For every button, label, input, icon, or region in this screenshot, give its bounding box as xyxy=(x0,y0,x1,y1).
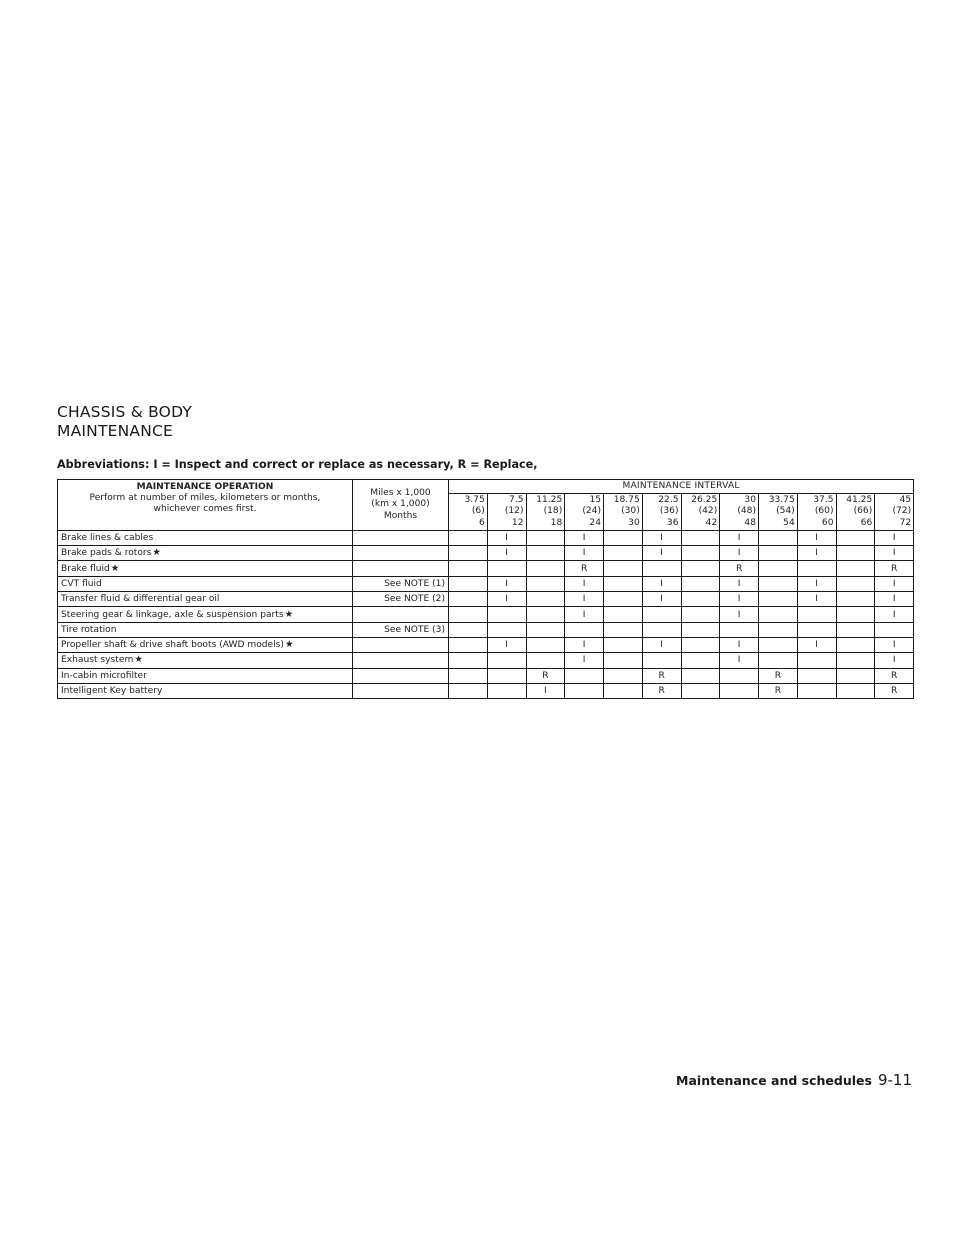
interval-miles: 3.75 xyxy=(464,495,485,505)
interval-months: 24 xyxy=(589,517,601,528)
interval-cell: R xyxy=(720,561,759,576)
interval-cell xyxy=(526,622,565,637)
interval-cell: I xyxy=(720,637,759,652)
interval-cell xyxy=(836,683,875,698)
operation-header xyxy=(58,480,353,531)
interval-cell xyxy=(681,546,720,561)
interval-cell xyxy=(526,653,565,668)
interval-header-6 xyxy=(642,494,681,531)
section-title xyxy=(57,403,192,441)
interval-miles: 26.25 xyxy=(691,495,718,505)
interval-cell xyxy=(836,530,875,545)
row-item-label: Propeller shaft & drive shaft boots (AWD models) xyxy=(61,640,284,651)
interval-cell: I xyxy=(642,592,681,607)
interval-cell xyxy=(836,668,875,683)
interval-cell xyxy=(797,668,836,683)
interval-cell xyxy=(487,668,526,683)
interval-cell xyxy=(836,653,875,668)
interval-km: (48) xyxy=(737,506,756,517)
interval-months: 60 xyxy=(821,517,834,528)
interval-cell xyxy=(759,653,798,668)
header-row-1 xyxy=(58,480,914,494)
row-note xyxy=(353,683,449,698)
interval-cell xyxy=(526,530,565,545)
interval-cell xyxy=(604,653,643,668)
interval-cell xyxy=(449,592,488,607)
interval-cell xyxy=(836,637,875,652)
interval-months: 36 xyxy=(666,517,679,528)
star-icon: ★ xyxy=(152,547,161,559)
row-note xyxy=(353,668,449,683)
interval-cell xyxy=(797,622,836,637)
interval-months: 12 xyxy=(511,517,524,528)
interval-cell xyxy=(720,622,759,637)
interval-km: (54) xyxy=(776,506,795,517)
interval-cell xyxy=(681,576,720,591)
interval-cell: I xyxy=(565,576,604,591)
interval-miles: 45 xyxy=(899,495,912,505)
row-item xyxy=(58,576,353,591)
interval-cell xyxy=(526,576,565,591)
interval-cell xyxy=(681,607,720,622)
table-body xyxy=(58,530,914,698)
row-item-label: Brake lines & cables xyxy=(61,533,154,544)
interval-cell xyxy=(836,546,875,561)
row-item-label: Intelligent Key battery xyxy=(61,686,163,696)
page-footer xyxy=(676,1070,912,1089)
interval-miles: 11.25 xyxy=(536,495,563,505)
interval-cell xyxy=(797,683,836,698)
operation-header-desc-line1: Perform at number of miles, kilometers or months, xyxy=(89,493,321,503)
interval-cell: I xyxy=(565,637,604,652)
row-note: See NOTE (2) xyxy=(353,592,449,607)
row-item-label: Exhaust system xyxy=(61,655,134,666)
interval-cell xyxy=(681,668,720,683)
row-item xyxy=(58,683,353,698)
interval-cell xyxy=(759,576,798,591)
table-row xyxy=(58,530,914,545)
interval-cell xyxy=(487,622,526,637)
maintenance-schedule-table xyxy=(57,479,914,699)
interval-cell xyxy=(681,530,720,545)
section-title-line2: MAINTENANCE xyxy=(57,422,174,440)
interval-cell xyxy=(836,576,875,591)
interval-km: (66) xyxy=(853,506,873,517)
interval-km: (24) xyxy=(582,506,601,517)
star-icon: ★ xyxy=(134,654,143,666)
interval-cell xyxy=(875,622,914,637)
interval-header-10 xyxy=(797,494,836,531)
interval-cell: I xyxy=(487,592,526,607)
interval-cell xyxy=(759,561,798,576)
interval-header-11 xyxy=(836,494,875,531)
interval-cell: R xyxy=(875,561,914,576)
row-note xyxy=(353,530,449,545)
table-header xyxy=(58,480,914,531)
table-row xyxy=(58,592,914,607)
interval-km: (42) xyxy=(698,506,718,517)
interval-cell xyxy=(449,530,488,545)
interval-cell: I xyxy=(720,576,759,591)
row-item-label: In-cabin microfilter xyxy=(61,670,147,681)
row-note xyxy=(353,607,449,622)
interval-cell xyxy=(720,668,759,683)
interval-cell: I xyxy=(797,637,836,652)
interval-cell xyxy=(604,637,643,652)
interval-cell: I xyxy=(797,546,836,561)
interval-cell xyxy=(681,622,720,637)
table-row xyxy=(58,546,914,561)
interval-header-5 xyxy=(604,494,643,531)
interval-cell xyxy=(604,576,643,591)
interval-cell xyxy=(720,683,759,698)
interval-months: 66 xyxy=(860,517,873,528)
interval-cell: I xyxy=(487,546,526,561)
interval-cell xyxy=(681,653,720,668)
interval-cell xyxy=(565,622,604,637)
interval-cell xyxy=(681,637,720,652)
interval-months: 54 xyxy=(783,517,795,528)
interval-cell xyxy=(604,592,643,607)
interval-km: (30) xyxy=(621,506,640,517)
interval-cell: I xyxy=(565,592,604,607)
interval-months: 42 xyxy=(705,517,718,528)
interval-km: (6) xyxy=(471,506,485,517)
interval-header-3 xyxy=(526,494,565,531)
interval-cell: I xyxy=(642,637,681,652)
interval-cell xyxy=(604,607,643,622)
interval-km: (18) xyxy=(543,506,563,517)
interval-cell xyxy=(449,576,488,591)
row-item xyxy=(58,653,353,668)
row-item-label: Transfer fluid & differential gear oil xyxy=(61,594,220,605)
interval-cell: I xyxy=(875,607,914,622)
table-row xyxy=(58,561,914,576)
row-item xyxy=(58,546,353,561)
interval-cell xyxy=(642,561,681,576)
interval-cell: I xyxy=(565,530,604,545)
interval-cell xyxy=(797,561,836,576)
interval-cell xyxy=(604,530,643,545)
interval-cell: I xyxy=(565,546,604,561)
interval-miles: 22.5 xyxy=(658,495,679,505)
interval-cell xyxy=(642,653,681,668)
table-row xyxy=(58,607,914,622)
row-item xyxy=(58,530,353,545)
interval-km: (72) xyxy=(892,506,912,517)
interval-months: 48 xyxy=(744,517,756,528)
interval-cell xyxy=(797,653,836,668)
interval-header-12 xyxy=(875,494,914,531)
interval-cell: I xyxy=(875,592,914,607)
footer-page-number: 9-11 xyxy=(877,1071,912,1089)
interval-km: (12) xyxy=(504,506,524,517)
row-note xyxy=(353,637,449,652)
unit-header xyxy=(353,480,449,531)
interval-cell: I xyxy=(565,607,604,622)
interval-cell xyxy=(449,653,488,668)
interval-cell xyxy=(759,592,798,607)
interval-cell xyxy=(836,622,875,637)
interval-cell xyxy=(487,653,526,668)
row-item-label: Brake pads & rotors xyxy=(61,548,152,559)
row-item xyxy=(58,622,353,637)
interval-cell xyxy=(565,668,604,683)
row-note xyxy=(353,561,449,576)
interval-miles: 30 xyxy=(744,495,756,505)
interval-cell: I xyxy=(642,530,681,545)
row-item-label: CVT fluid xyxy=(61,578,102,589)
interval-months: 18 xyxy=(550,517,563,528)
interval-cell xyxy=(836,607,875,622)
interval-miles: 15 xyxy=(589,495,601,505)
row-note xyxy=(353,546,449,561)
operation-header-desc-line2: whichever comes first. xyxy=(153,504,257,514)
table-row xyxy=(58,653,914,668)
interval-km: (60) xyxy=(814,506,834,517)
interval-cell: I xyxy=(642,576,681,591)
interval-cell xyxy=(449,622,488,637)
interval-cell: R xyxy=(875,683,914,698)
table-row xyxy=(58,637,914,652)
unit-header-miles: Miles x 1,000 xyxy=(370,487,431,498)
interval-cell: I xyxy=(720,546,759,561)
interval-cell xyxy=(487,683,526,698)
interval-cell xyxy=(681,592,720,607)
interval-cell xyxy=(797,607,836,622)
interval-cell: I xyxy=(487,576,526,591)
interval-cell xyxy=(836,592,875,607)
footer-chapter: Maintenance and schedules xyxy=(676,1073,872,1088)
interval-cell: I xyxy=(720,530,759,545)
interval-cell xyxy=(759,607,798,622)
row-item xyxy=(58,607,353,622)
interval-cell: R xyxy=(642,668,681,683)
interval-cell xyxy=(526,637,565,652)
interval-cell xyxy=(565,683,604,698)
interval-km: (36) xyxy=(659,506,679,517)
row-item xyxy=(58,561,353,576)
row-note: See NOTE (3) xyxy=(353,622,449,637)
interval-header-8 xyxy=(720,494,759,531)
interval-cell: I xyxy=(875,530,914,545)
interval-cell: I xyxy=(565,653,604,668)
abbreviations-legend: Abbreviations: I = Inspect and correct or replace as necessary, R = Replace, xyxy=(57,458,538,471)
interval-cell xyxy=(681,683,720,698)
interval-cell: I xyxy=(487,637,526,652)
interval-miles: 18.75 xyxy=(613,495,640,505)
interval-cell: I xyxy=(797,592,836,607)
table-row xyxy=(58,576,914,591)
interval-cell xyxy=(759,530,798,545)
row-item xyxy=(58,668,353,683)
interval-cell xyxy=(759,622,798,637)
interval-cell xyxy=(759,546,798,561)
row-note: See NOTE (1) xyxy=(353,576,449,591)
interval-cell xyxy=(449,546,488,561)
interval-cell xyxy=(642,622,681,637)
interval-miles: 41.25 xyxy=(846,495,873,505)
interval-miles: 37.5 xyxy=(813,495,834,505)
interval-header-9 xyxy=(759,494,798,531)
interval-cell xyxy=(526,546,565,561)
star-icon: ★ xyxy=(284,608,294,620)
interval-months: 30 xyxy=(628,517,640,528)
operation-header-title: MAINTENANCE OPERATION xyxy=(136,482,274,492)
table-row xyxy=(58,668,914,683)
interval-cell: I xyxy=(720,607,759,622)
interval-months: 72 xyxy=(899,517,912,528)
row-item xyxy=(58,592,353,607)
interval-cell xyxy=(759,637,798,652)
interval-cell xyxy=(604,683,643,698)
interval-cell: R xyxy=(642,683,681,698)
interval-cell xyxy=(604,561,643,576)
interval-cell: I xyxy=(720,653,759,668)
interval-cell: R xyxy=(526,668,565,683)
interval-cell xyxy=(449,561,488,576)
interval-miles: 7.5 xyxy=(509,495,524,505)
interval-cell xyxy=(642,607,681,622)
interval-cell xyxy=(449,683,488,698)
table-row xyxy=(58,683,914,698)
interval-cell xyxy=(526,592,565,607)
interval-cell xyxy=(526,561,565,576)
interval-cell xyxy=(604,622,643,637)
interval-cell: R xyxy=(565,561,604,576)
interval-cell: I xyxy=(642,546,681,561)
interval-title: MAINTENANCE INTERVAL xyxy=(449,480,914,494)
row-item-label: Steering gear & linkage, axle & suspension parts xyxy=(61,609,284,620)
interval-cell: I xyxy=(875,576,914,591)
unit-header-months: Months xyxy=(383,510,418,521)
interval-cell: I xyxy=(875,546,914,561)
interval-cell: I xyxy=(797,576,836,591)
interval-cell xyxy=(604,668,643,683)
interval-header-1 xyxy=(449,494,488,531)
interval-cell: I xyxy=(797,530,836,545)
interval-cell xyxy=(449,607,488,622)
interval-months: 6 xyxy=(478,517,485,528)
interval-cell xyxy=(449,637,488,652)
interval-cell: I xyxy=(487,530,526,545)
interval-cell xyxy=(526,607,565,622)
table-row xyxy=(58,622,914,637)
interval-miles: 33.75 xyxy=(768,495,795,505)
interval-cell: I xyxy=(875,653,914,668)
row-item xyxy=(58,637,353,652)
interval-cell xyxy=(836,561,875,576)
interval-cell: R xyxy=(759,683,798,698)
interval-cell xyxy=(487,561,526,576)
interval-cell: R xyxy=(759,668,798,683)
interval-cell xyxy=(604,546,643,561)
interval-header-4 xyxy=(565,494,604,531)
interval-cell xyxy=(681,561,720,576)
interval-cell: R xyxy=(875,668,914,683)
interval-header-2 xyxy=(487,494,526,531)
interval-cell: I xyxy=(526,683,565,698)
section-title-line1: CHASSIS & BODY xyxy=(57,403,193,421)
interval-cell xyxy=(487,607,526,622)
interval-cell xyxy=(449,668,488,683)
star-icon: ★ xyxy=(284,639,294,651)
interval-cell: I xyxy=(720,592,759,607)
row-note xyxy=(353,653,449,668)
star-icon: ★ xyxy=(110,562,120,574)
interval-header-7 xyxy=(681,494,720,531)
row-item-label: Brake fluid xyxy=(61,563,110,574)
row-item-label: Tire rotation xyxy=(61,624,117,635)
unit-header-km: (km x 1,000) xyxy=(371,499,430,510)
interval-cell: I xyxy=(875,637,914,652)
